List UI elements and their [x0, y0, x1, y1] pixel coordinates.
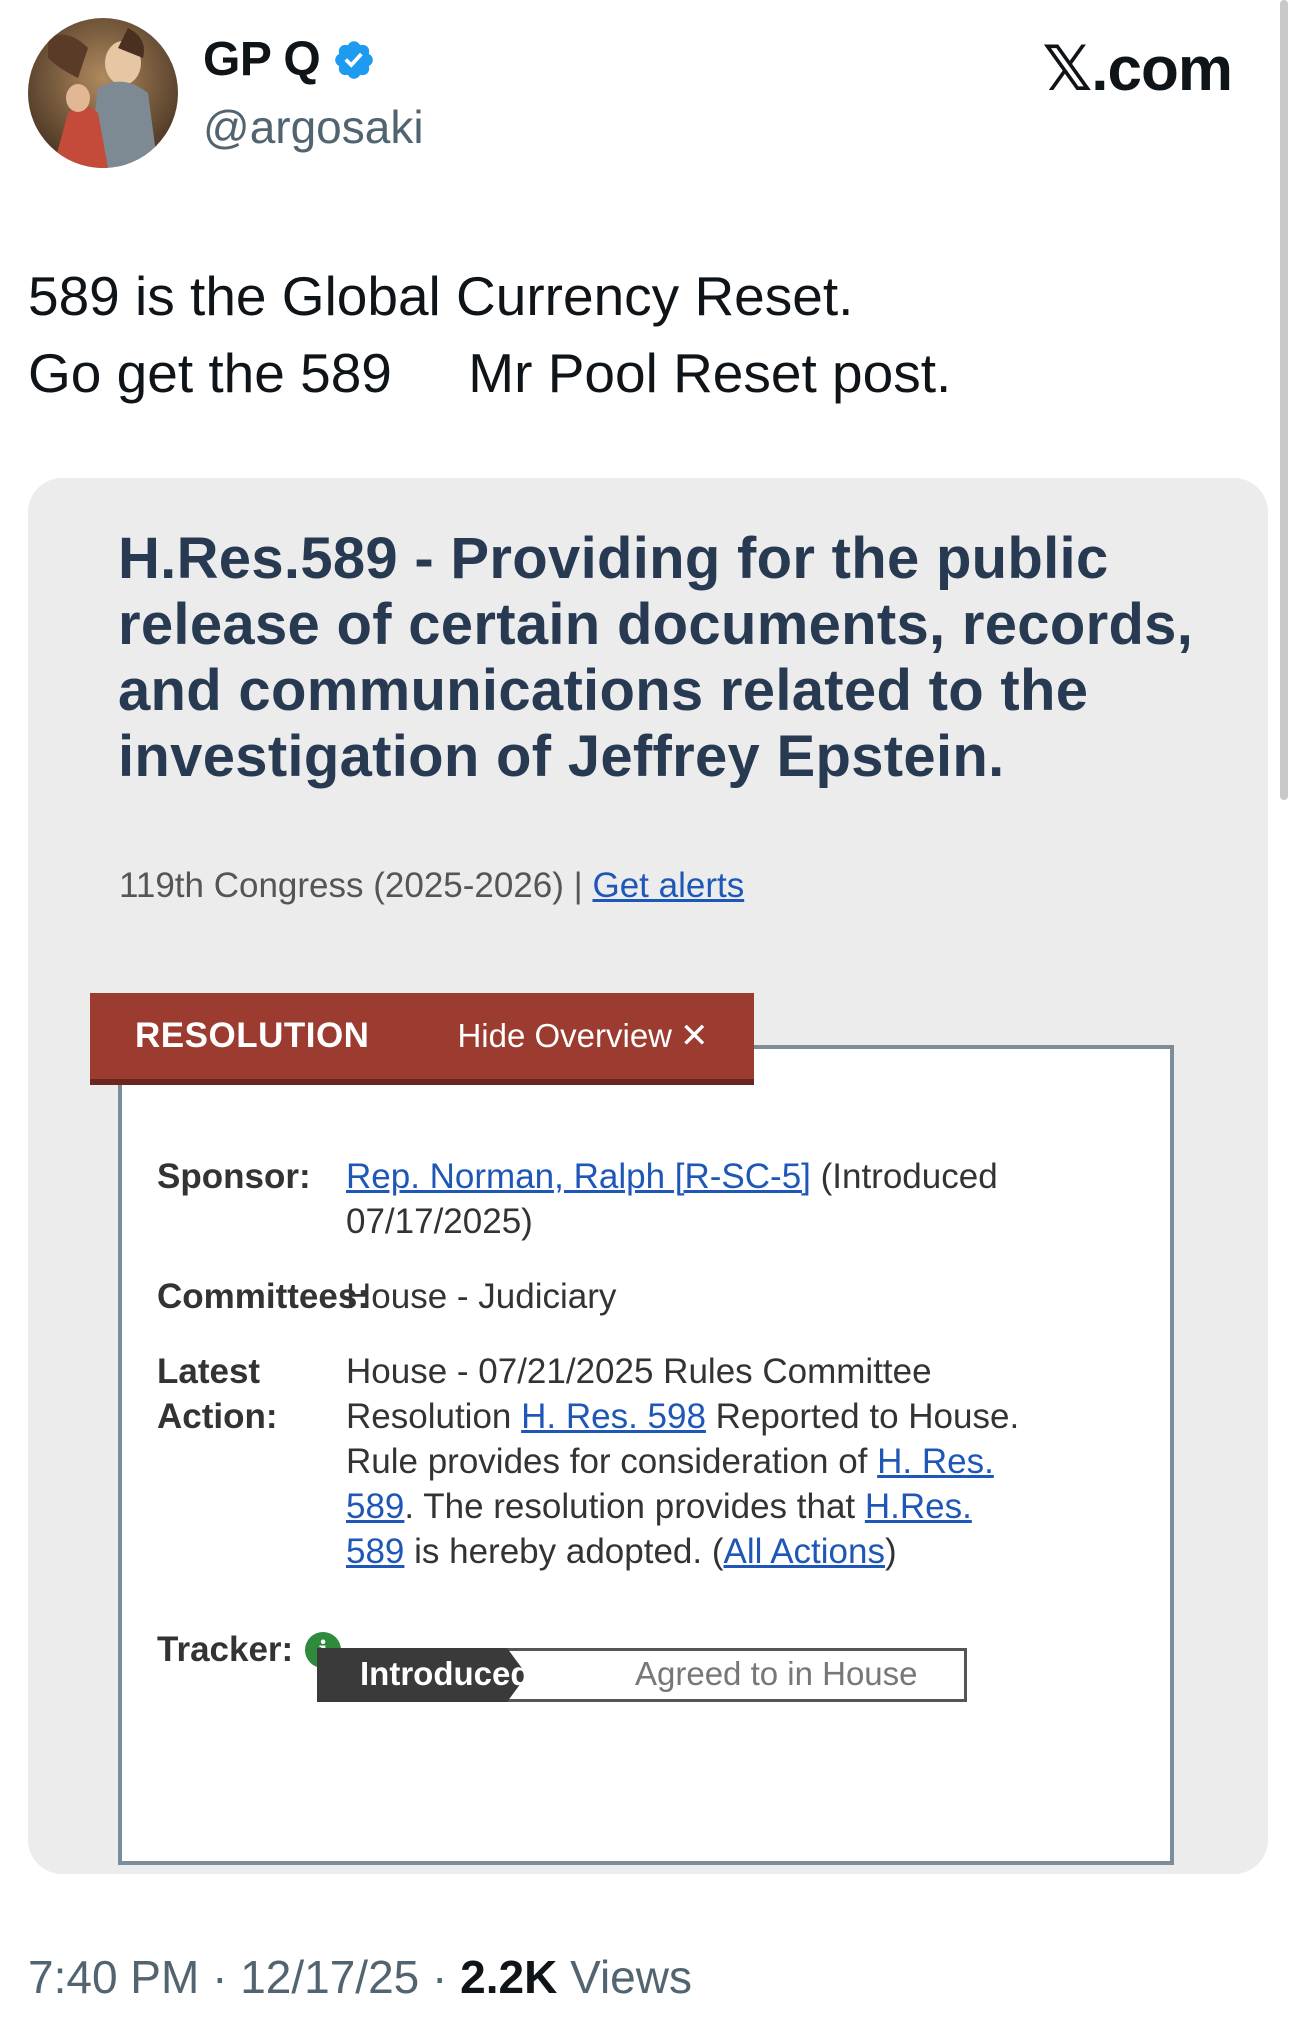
tweet-line: 589 is the Global Currency Reset. [28, 265, 854, 327]
tracker-stage-introduced: Introduced [360, 1655, 531, 1692]
tracker-label-row [157, 1627, 341, 1672]
tracker-label: Tracker: [157, 1630, 294, 1669]
committees-value: House - Judiciary [346, 1277, 617, 1316]
action-text: is hereby adopted. ( [404, 1532, 724, 1571]
author-name-row[interactable] [203, 32, 376, 87]
tweet-line: Go get the 589 Mr Pool Reset post. [28, 342, 952, 404]
hide-overview-label: Hide Overview [457, 1017, 673, 1054]
sponsor-label: Sponsor: [157, 1157, 311, 1196]
views-label: Views [557, 1951, 692, 2003]
sponsor-value [346, 1154, 1046, 1244]
congress-line [119, 866, 744, 906]
resolution-tab-bar [90, 993, 754, 1085]
action-text: . The resolution provides that [404, 1487, 865, 1526]
h-res-598-link[interactable]: H. Res. 598 [521, 1397, 706, 1436]
verified-badge-icon [332, 38, 376, 82]
overview-panel [118, 1045, 1174, 1865]
display-name[interactable]: GP Q [203, 33, 321, 86]
action-text: ) [884, 1532, 897, 1571]
sponsor-link[interactable]: Rep. Norman, Ralph [R-SC-5] [346, 1157, 811, 1196]
tracker-stage-agreed: Agreed to in House [635, 1655, 918, 1692]
congress-session: 119th Congress (2025-2026) | [119, 866, 593, 905]
latest-action-label-line: Latest [157, 1352, 261, 1391]
committees-label: Committees: [157, 1277, 369, 1316]
latest-action-value [346, 1349, 1036, 1574]
avatar-image [28, 18, 178, 168]
tweet-text [28, 258, 1228, 412]
timestamp[interactable]: 7:40 PM · 12/17/25 · [28, 1951, 461, 2003]
action-text: House - 07/21/2025 Rules Committee Resolution [346, 1352, 932, 1436]
latest-action-label-line: Action: [157, 1397, 278, 1436]
author-handle[interactable]: @argosaki [203, 101, 424, 153]
h-res-589-link[interactable]: H. Res. 589 [346, 1442, 994, 1526]
action-text: Reported to House. Rule provides for consideration of [346, 1397, 1020, 1481]
sponsor-suffix: (Introduced 07/17/2025) [346, 1157, 998, 1241]
brand-watermark: 𝕏.com [1042, 35, 1232, 104]
get-alerts-link[interactable]: Get alerts [592, 866, 745, 905]
tracker-bar [317, 1648, 967, 1702]
attached-image-card[interactable] [28, 478, 1268, 1874]
avatar[interactable] [28, 18, 178, 168]
close-icon: ✕ [680, 1017, 709, 1055]
page-scrollbar[interactable] [1280, 0, 1288, 800]
views-count: 2.2K [460, 1951, 558, 2003]
bill-title: H.Res.589 - Providing for the public release of certain documents, records, and communications related to the investigation of Jeffrey Epstein. [118, 526, 1194, 789]
latest-action-label [157, 1349, 278, 1439]
h-res-589-adopted-link[interactable]: H.Res. 589 [346, 1487, 972, 1571]
all-actions-link[interactable]: All Actions [723, 1532, 885, 1571]
hide-overview-button[interactable] [457, 1016, 708, 1056]
tweet-meta [28, 1950, 692, 2004]
resolution-tab[interactable]: RESOLUTION [135, 1016, 370, 1055]
